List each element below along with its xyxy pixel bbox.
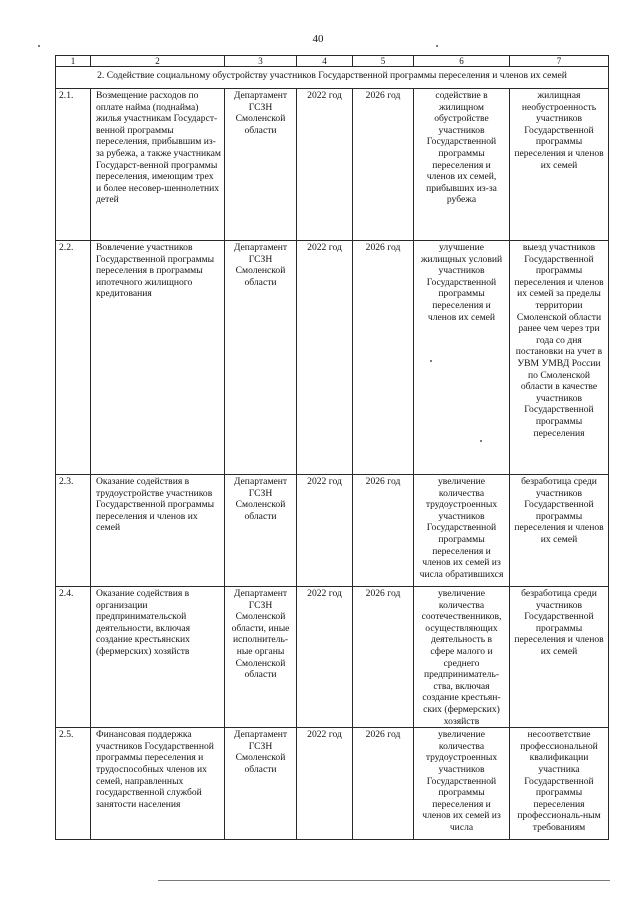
column-number-row [56,56,609,67]
bottom-rule [158,880,610,881]
table-row [56,241,609,475]
column-number-cell: 1 [56,56,91,67]
column-number-cell: 7 [510,56,609,67]
expected-result: увеличение количества трудоустроенных участников Государственной программы переселения и членов их семей из числа обратившихся [414,475,510,587]
item-number: 2.2. [56,241,91,475]
measure-text: Оказание содействия в организации предпринимательской деятельности, включая создание крестьянских (фермерских) хозяйств [91,587,225,728]
column-number-cell: 4 [297,56,353,67]
start-year: 2022 год [297,89,353,241]
end-year: 2026 год [353,241,414,475]
risk-text: несоответствие профессиональной квалификации участника Государственной программы переселения профессиональ-ным требованиям [510,728,609,840]
end-year: 2026 год [353,587,414,728]
item-number: 2.4. [56,587,91,728]
table-row [56,475,609,587]
scan-speck [38,45,40,47]
start-year: 2022 год [297,728,353,840]
measure-text: Возмещение расходов по оплате найма (поднайма) жилья участникам Государст-венной программы переселения, прибывшим из-за рубежа, а также участникам Государст-венной программы переселения, имеющим трех и более несовер-шеннолетних детей [91,89,225,241]
risk-text: выезд участников Государственной программы переселения и членов их семей за пределы территории Смоленской области ранее чем через три года со дня постановки на учет в УВМ УМВД России по Смоленской области в качестве участников Государственной программы переселения [510,241,609,475]
table-row [56,587,609,728]
expected-result: содействие в жилищном обустройстве участников Государственной программы переселения и членов их семей, прибывших из-за рубежа [414,89,510,241]
table-row [56,89,609,241]
item-number: 2.1. [56,89,91,241]
risk-text: безработица среди участников Государственной программы переселения и членов их семей [510,587,609,728]
end-year: 2026 год [353,728,414,840]
measure-text: Оказание содействия в трудоустройстве участников Государственной программы переселения и членов их семей [91,475,225,587]
column-number-cell: 6 [414,56,510,67]
column-number-cell: 2 [91,56,225,67]
expected-result: улучшение жилищных условий участников Государственной программы переселения и членов их семей [414,241,510,475]
start-year: 2022 год [297,587,353,728]
expected-result: увеличение количества трудоустроенных участников Государственной программы переселения и членов их семей из числа [414,728,510,840]
end-year: 2026 год [353,89,414,241]
risk-text: жилищная необустроенность участников Государственной программы переселения и членов их семей [510,89,609,241]
item-number: 2.3. [56,475,91,587]
scan-speck [480,440,482,442]
executor-text: Департамент ГСЗН Смоленской области, иные исполнитель-ные органы Смоленской области [225,587,297,728]
expected-result: увеличение количества соотечественников, осуществляющих деятельность в сфере малого и среднего предприниматель-ства, включая создание крестьян-ских (фермерских) хозяйств [414,587,510,728]
executor-text: Департамент ГСЗН Смоленской области [225,728,297,840]
start-year: 2022 год [297,241,353,475]
executor-text: Департамент ГСЗН Смоленской области [225,241,297,475]
column-number-cell: 3 [225,56,297,67]
measure-text: Финансовая поддержка участников Государственной программы переселения и трудоспособных членов их семей, направленных государственной службой занятости населения [91,728,225,840]
start-year: 2022 год [297,475,353,587]
section-title: 2. Содействие социальному обустройству участников Государственной программы переселения и членов их семей [56,67,609,89]
measure-text: Вовлечение участников Государственной программы переселения в программы ипотечного жилищного кредитования [91,241,225,475]
section-header-row [56,67,609,89]
table-row [56,728,609,840]
item-number: 2.5. [56,728,91,840]
page-number: 40 [312,33,324,45]
end-year: 2026 год [353,475,414,587]
executor-text: Департамент ГСЗН Смоленской области [225,89,297,241]
scan-speck [436,45,438,47]
column-number-cell: 5 [353,56,414,67]
action-plan-table [55,55,609,840]
scan-speck [430,360,432,362]
risk-text: безработица среди участников Государственной программы переселения и членов их семей [510,475,609,587]
executor-text: Департамент ГСЗН Смоленской области [225,475,297,587]
